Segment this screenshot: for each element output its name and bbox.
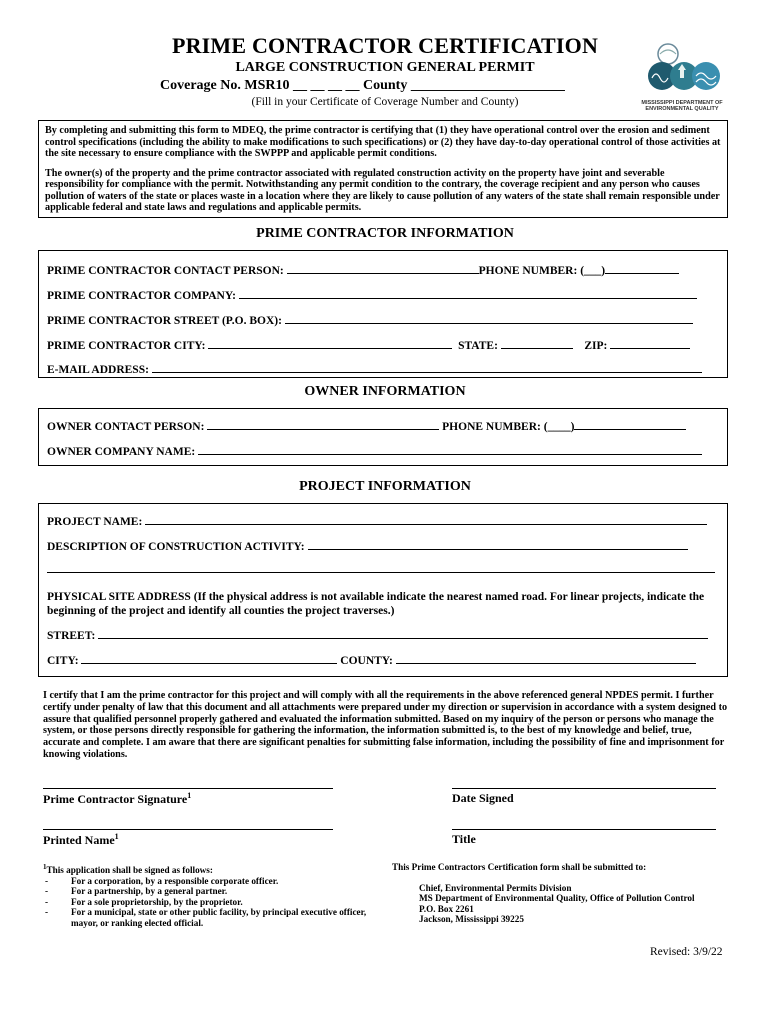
project-description-row bbox=[47, 539, 688, 553]
prime-contact-label: PRIME CONTRACTOR CONTACT PERSON: bbox=[47, 265, 284, 277]
footnote-item-text: For a corporation, by a responsible corporate officer. bbox=[71, 875, 279, 886]
prime-email-row bbox=[47, 362, 702, 376]
project-city-row bbox=[47, 653, 696, 667]
form-subtitle: LARGE CONSTRUCTION GENERAL PERMIT bbox=[235, 60, 535, 75]
owner-company-row bbox=[47, 444, 702, 458]
prime-state-label: STATE: bbox=[458, 340, 498, 352]
prime-contractor-box bbox=[38, 250, 728, 378]
project-description-label: DESCRIPTION OF CONSTRUCTION ACTIVITY: bbox=[47, 541, 305, 553]
project-street-label: STREET: bbox=[47, 630, 96, 642]
prime-email-label: E-MAIL ADDRESS: bbox=[47, 364, 149, 376]
project-county-label: COUNTY: bbox=[340, 655, 393, 667]
prime-street-label: PRIME CONTRACTOR STREET (P.O. BOX): bbox=[47, 315, 282, 327]
address-line: MS Department of Environmental Quality, Office of Pollution Control bbox=[419, 893, 695, 904]
fill-in-note: (Fill in your Certificate of Coverage Number and County) bbox=[251, 96, 519, 108]
project-box bbox=[38, 503, 728, 677]
prime-state-field[interactable] bbox=[501, 338, 573, 349]
title-label: Title bbox=[452, 832, 476, 846]
form-title: PRIME CONTRACTOR CERTIFICATION bbox=[171, 33, 599, 58]
prime-city-row bbox=[47, 338, 690, 352]
address-line: Jackson, Mississippi 39225 bbox=[419, 914, 524, 925]
certification-statement: I certify that I am the prime contractor for this project and will comply with all the requirements in the above referenced general NPDES permit. I further certify under penalty of law that this document and all attachments were prepared under my direction or supervision in accordance with a system designed to assure that qualified personnel properly gathered and evaluated the information submitted. Based on my inquiry of the person or persons who manage the system, or those persons directly responsible for gathering the information, the information submitted is, to the best of my knowledge and belief, true, accurate and complete. I am aware that there are significant penalties for submitting false information, including the possibility of fine and imprisonment for knowing violations. bbox=[43, 690, 728, 760]
owner-phone-label: PHONE NUMBER: (____) bbox=[442, 421, 575, 433]
footnote-item: - For a sole proprietorship, by the proprietor. bbox=[45, 896, 243, 907]
coverage-number-line: Coverage No. MSR10 __ __ __ __ County ______________________ bbox=[160, 78, 565, 93]
owner-box bbox=[38, 408, 728, 466]
owner-contact-label: OWNER CONTACT PERSON: bbox=[47, 421, 205, 433]
revision-date: Revised: 3/9/22 bbox=[650, 946, 723, 958]
submission-address-lines bbox=[392, 883, 732, 925]
prime-street-row bbox=[47, 313, 693, 327]
footnote-item-text: For a partnership, by a general partner. bbox=[71, 886, 228, 897]
owner-contact-row bbox=[47, 419, 686, 433]
owner-heading: OWNER INFORMATION bbox=[304, 384, 466, 399]
prime-phone-field[interactable] bbox=[605, 263, 679, 274]
signature-label-text: Prime Contractor Signature bbox=[43, 792, 188, 806]
title-block bbox=[452, 829, 716, 847]
prime-contact-field[interactable] bbox=[287, 263, 479, 274]
submission-address bbox=[392, 862, 732, 925]
submission-intro: This Prime Contractors Certification form shall be submitted to: bbox=[392, 862, 647, 872]
signature-label bbox=[43, 791, 333, 807]
date-signed-block bbox=[452, 788, 716, 806]
date-signed-line[interactable] bbox=[452, 788, 716, 789]
project-description-line-2 bbox=[47, 562, 715, 576]
project-description-field-2[interactable] bbox=[47, 562, 715, 573]
project-heading: PROJECT INFORMATION bbox=[299, 479, 471, 494]
prime-company-field[interactable] bbox=[239, 288, 697, 299]
project-name-label: PROJECT NAME: bbox=[47, 516, 143, 528]
prime-contractor-heading: PRIME CONTRACTOR INFORMATION bbox=[256, 226, 514, 241]
project-county-field[interactable] bbox=[396, 653, 696, 664]
date-signed-label: Date Signed bbox=[452, 791, 514, 805]
footnote-item-text: For a municipal, state or other public facility, by principal executive officer, mayor, or ranking elected official. bbox=[71, 907, 367, 929]
project-street-field[interactable] bbox=[98, 628, 708, 639]
project-name-row bbox=[47, 514, 707, 528]
project-street-row bbox=[47, 628, 708, 642]
title-line[interactable] bbox=[452, 829, 716, 830]
footnote-mark: 1 bbox=[43, 863, 47, 871]
site-address-label: PHYSICAL SITE ADDRESS bbox=[47, 591, 191, 603]
footnote-item: - For a corporation, by a responsible corporate officer. bbox=[45, 875, 279, 886]
prime-contact-row bbox=[47, 263, 679, 277]
owner-phone-field[interactable] bbox=[574, 419, 686, 430]
footnote-item-text: For a sole proprietorship, by the proprietor. bbox=[71, 896, 243, 907]
prime-phone-label: PHONE NUMBER: (___) bbox=[478, 265, 606, 277]
site-address-note bbox=[47, 590, 715, 618]
address-line: Chief, Environmental Permits Division bbox=[419, 882, 572, 893]
owner-company-field[interactable] bbox=[198, 444, 702, 455]
footnote-intro bbox=[43, 862, 383, 876]
project-description-field[interactable] bbox=[308, 539, 688, 550]
prime-city-field[interactable] bbox=[208, 338, 452, 349]
intro-paragraph-2: The owner(s) of the property and the prime contractor associated with regulated construction activity on the property have joint and severable responsibility for compliance with the permit. Notwithstanding any permit condition to the contrary, the coverage recipient and any person who causes pollution of waters of the state or places waste in a location where they are likely to cause pollution of any waters of the state shall remain responsible under applicable federal and state laws and regulations and applicable permits. bbox=[45, 167, 720, 213]
printed-name-line[interactable] bbox=[43, 829, 333, 830]
address-line: P.O. Box 2261 bbox=[419, 903, 474, 914]
prime-company-row bbox=[47, 288, 697, 302]
signature-block bbox=[43, 788, 333, 807]
prime-city-label: PRIME CONTRACTOR CITY: bbox=[47, 340, 206, 352]
logo-caption: MISSISSIPPI DEPARTMENT OF ENVIRONMENTAL QUALITY bbox=[641, 100, 723, 112]
footnote-item: - For a partnership, by a general partner. bbox=[45, 886, 228, 897]
prime-zip-label: ZIP: bbox=[584, 340, 608, 352]
signature-footnote-mark: 1 bbox=[187, 791, 192, 800]
footnote-item: - For a municipal, state or other public facility, by principal executive officer, mayor, or ranking elected official. bbox=[45, 907, 367, 929]
owner-company-label: OWNER COMPANY NAME: bbox=[47, 446, 196, 458]
owner-contact-field[interactable] bbox=[207, 419, 439, 430]
signature-line[interactable] bbox=[43, 788, 333, 789]
printed-name-label-text: Printed Name bbox=[43, 833, 115, 847]
signatory-footnote bbox=[43, 862, 383, 929]
footnote-intro-text: This application shall be signed as follows: bbox=[46, 865, 213, 876]
intro-statement-box bbox=[38, 120, 728, 218]
site-address-instructions: (If the physical address is not available indicate the nearest named road. For linear projects, indicate the beginning of the project and identify all counties the project traverses.) bbox=[47, 591, 705, 617]
intro-paragraph-1: By completing and submitting this form to MDEQ, the prime contractor is certifying that (1) they have operational control over the erosion and sediment control specifications (including the ability to make modifications to such specifications) or (2) they have day-to-day operational control of those activities at the site necessary to ensure compliance with the SWPPP and applicable permit conditions. bbox=[45, 125, 721, 159]
project-city-field[interactable] bbox=[81, 653, 337, 664]
prime-zip-field[interactable] bbox=[610, 338, 690, 349]
project-city-label: CITY: bbox=[47, 655, 79, 667]
prime-company-label: PRIME CONTRACTOR COMPANY: bbox=[47, 290, 236, 302]
prime-street-field[interactable] bbox=[285, 313, 693, 324]
prime-email-field[interactable] bbox=[152, 362, 702, 373]
printed-name-block bbox=[43, 829, 333, 848]
printed-footnote-mark: 1 bbox=[114, 832, 119, 841]
project-name-field[interactable] bbox=[145, 514, 707, 525]
printed-name-label bbox=[43, 832, 333, 848]
